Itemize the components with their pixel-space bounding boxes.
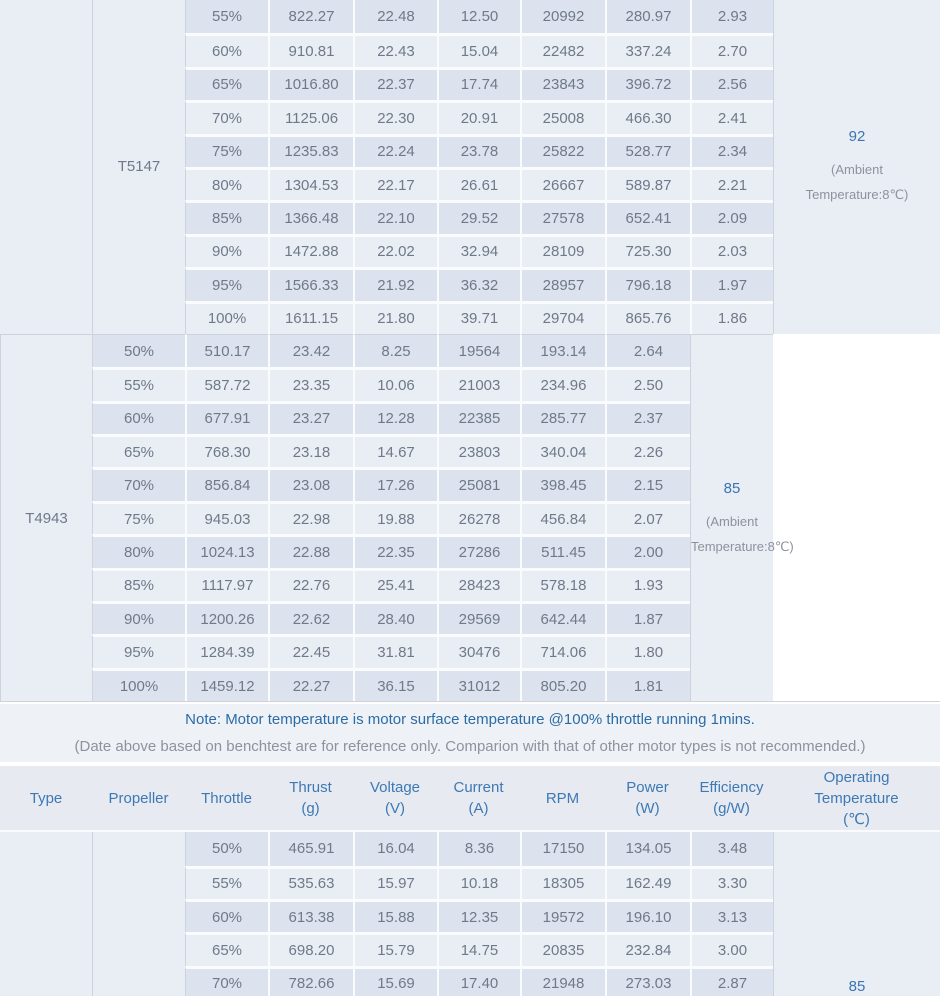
operating-temperature-cell	[773, 0, 940, 334]
value-cell: 20.91	[437, 100, 520, 133]
throttle-cell: 65%	[185, 67, 268, 100]
value-cell: 23.35	[268, 367, 353, 400]
value-cell: 589.87	[605, 167, 690, 200]
column-header-power	[605, 766, 690, 832]
value-cell: 796.18	[605, 267, 690, 300]
value-cell: 22.17	[353, 167, 437, 200]
value-cell: 20835	[520, 932, 605, 965]
note-block	[0, 704, 940, 762]
column-header-operating-temperature	[773, 766, 940, 832]
value-cell: 2.50	[605, 367, 690, 400]
value-cell: 28109	[520, 234, 605, 267]
value-cell: 12.28	[353, 401, 437, 434]
value-cell: 280.97	[605, 0, 690, 33]
value-cell: 22.27	[268, 668, 353, 701]
value-cell: 677.91	[185, 401, 268, 434]
value-cell: 398.45	[520, 467, 605, 500]
value-cell: 27286	[437, 534, 520, 567]
value-cell: 25008	[520, 100, 605, 133]
value-cell: 1.87	[605, 601, 690, 634]
value-cell: 3.13	[690, 899, 773, 932]
table-row	[0, 501, 940, 534]
value-cell: 19572	[520, 899, 605, 932]
column-header-unit: (W)	[635, 800, 660, 818]
value-cell: 31012	[437, 668, 520, 701]
throttle-cell: 75%	[185, 134, 268, 167]
table-row	[0, 568, 940, 601]
value-cell: 1125.06	[268, 100, 353, 133]
table-row	[0, 334, 940, 367]
value-cell: 1024.13	[185, 534, 268, 567]
value-cell: 465.91	[268, 832, 353, 865]
column-header-thrust	[268, 766, 353, 832]
value-cell: 29.52	[437, 200, 520, 233]
value-cell: 25.41	[353, 568, 437, 601]
table-row	[0, 668, 940, 701]
throttle-cell: 50%	[185, 832, 268, 865]
column-header-label: Efficiency	[699, 779, 764, 797]
value-cell: 23.27	[268, 401, 353, 434]
value-cell: 22.88	[268, 534, 353, 567]
value-cell: 39.71	[437, 301, 520, 334]
value-cell: 714.06	[520, 634, 605, 667]
column-header-current	[437, 766, 520, 832]
value-cell: 337.24	[605, 33, 690, 66]
throttle-cell: 60%	[185, 33, 268, 66]
value-cell: 725.30	[605, 234, 690, 267]
value-cell: 587.72	[185, 367, 268, 400]
temperature-block	[774, 126, 940, 207]
value-cell: 23843	[520, 67, 605, 100]
column-header-label: Voltage	[369, 779, 421, 797]
value-cell: 193.14	[520, 334, 605, 367]
note-line-1: Note: Motor temperature is motor surface temperature @100% throttle running 1mins.	[185, 711, 755, 729]
column-header-voltage	[353, 766, 437, 832]
throttle-cell: 100%	[92, 668, 185, 701]
value-cell: 1.97	[690, 267, 773, 300]
column-header-label: Operating Temperature	[814, 768, 899, 807]
value-cell: 22.35	[353, 534, 437, 567]
value-cell: 1472.88	[268, 234, 353, 267]
value-cell: 1.93	[605, 568, 690, 601]
temperature-block	[774, 976, 940, 996]
value-cell: 22.30	[353, 100, 437, 133]
value-cell: 196.10	[605, 899, 690, 932]
column-header-unit: (A)	[468, 800, 489, 818]
value-cell: 2.34	[690, 134, 773, 167]
value-cell: 2.15	[605, 467, 690, 500]
value-cell: 856.84	[185, 467, 268, 500]
value-cell: 578.18	[520, 568, 605, 601]
value-cell: 466.30	[605, 100, 690, 133]
column-header-unit: (g)	[301, 800, 320, 818]
value-cell: 23.42	[268, 334, 353, 367]
value-cell: 2.26	[605, 434, 690, 467]
value-cell: 22.37	[353, 67, 437, 100]
value-cell: 23.18	[268, 434, 353, 467]
value-cell: 36.15	[353, 668, 437, 701]
type-cell	[0, 0, 92, 334]
column-header-throttle	[185, 766, 268, 832]
table-row	[0, 601, 940, 634]
value-cell: 23.78	[437, 134, 520, 167]
value-cell: 340.04	[520, 434, 605, 467]
value-cell: 15.88	[353, 899, 437, 932]
throttle-cell: 55%	[92, 367, 185, 400]
type-cell	[0, 832, 92, 996]
operating-temperature-cell	[773, 832, 940, 996]
throttle-cell: 70%	[185, 100, 268, 133]
section-t5147	[0, 0, 940, 334]
value-cell: 22385	[437, 401, 520, 434]
throttle-cell: 50%	[92, 334, 185, 367]
propeller-cell: T4943	[0, 334, 92, 701]
value-cell: 31.81	[353, 634, 437, 667]
value-cell: 3.48	[690, 832, 773, 865]
value-cell: 22.98	[268, 501, 353, 534]
value-cell: 642.44	[520, 601, 605, 634]
value-cell: 17150	[520, 832, 605, 865]
value-cell: 15.79	[353, 932, 437, 965]
value-cell: 20992	[520, 0, 605, 33]
value-cell: 22.62	[268, 601, 353, 634]
column-header-label: Throttle	[201, 789, 252, 807]
throttle-cell: 85%	[185, 200, 268, 233]
value-cell: 1459.12	[185, 668, 268, 701]
throttle-cell: 75%	[92, 501, 185, 534]
value-cell: 1366.48	[268, 200, 353, 233]
temperature-block	[691, 478, 794, 559]
value-cell: 3.30	[690, 866, 773, 899]
value-cell: 17.26	[353, 467, 437, 500]
throttle-cell: 70%	[185, 966, 268, 996]
throttle-cell: 65%	[185, 932, 268, 965]
throttle-cell: 80%	[185, 167, 268, 200]
value-cell: 36.32	[437, 267, 520, 300]
throttle-cell: 95%	[92, 634, 185, 667]
value-cell: 19.88	[353, 501, 437, 534]
value-cell: 232.84	[605, 932, 690, 965]
value-cell: 21.92	[353, 267, 437, 300]
value-cell: 17.74	[437, 67, 520, 100]
value-cell: 29569	[437, 601, 520, 634]
value-cell: 12.50	[437, 0, 520, 33]
value-cell: 2.07	[605, 501, 690, 534]
motor-data-table-lower	[0, 766, 940, 996]
column-header-type	[0, 766, 92, 832]
throttle-cell: 55%	[185, 866, 268, 899]
column-header-label: Thrust	[289, 779, 332, 797]
value-cell: 1200.26	[185, 601, 268, 634]
value-cell: 30476	[437, 634, 520, 667]
value-cell: 2.37	[605, 401, 690, 434]
value-cell: 865.76	[605, 301, 690, 334]
value-cell: 23803	[437, 434, 520, 467]
column-header-label: Propeller	[108, 789, 169, 807]
table-row	[0, 367, 940, 400]
throttle-cell: 90%	[185, 234, 268, 267]
value-cell: 22.10	[353, 200, 437, 233]
value-cell: 26667	[520, 167, 605, 200]
value-cell: 396.72	[605, 67, 690, 100]
value-cell: 22.02	[353, 234, 437, 267]
value-cell: 22.48	[353, 0, 437, 33]
throttle-cell: 95%	[185, 267, 268, 300]
column-header-unit: (V)	[385, 800, 405, 818]
value-cell: 21948	[520, 966, 605, 996]
value-cell: 21003	[437, 367, 520, 400]
value-cell: 822.27	[268, 0, 353, 33]
value-cell: 23.08	[268, 467, 353, 500]
value-cell: 21.80	[353, 301, 437, 334]
value-cell: 535.63	[268, 866, 353, 899]
throttle-cell: 55%	[185, 0, 268, 33]
value-cell: 22.45	[268, 634, 353, 667]
value-cell: 1566.33	[268, 267, 353, 300]
value-cell: 28423	[437, 568, 520, 601]
value-cell: 285.77	[520, 401, 605, 434]
value-cell: 22482	[520, 33, 605, 66]
note-line-2: (Date above based on benchtest are for reference only. Comparion with that of other motor types is not recommended.)	[74, 738, 866, 756]
temperature-value: 92	[848, 128, 866, 146]
value-cell: 2.21	[690, 167, 773, 200]
value-cell: 2.93	[690, 0, 773, 33]
table-row	[0, 0, 940, 33]
value-cell: 32.94	[437, 234, 520, 267]
value-cell: 25822	[520, 134, 605, 167]
throttle-cell: 85%	[92, 568, 185, 601]
table-row	[0, 832, 940, 865]
value-cell: 768.30	[185, 434, 268, 467]
propeller-cell	[92, 832, 185, 996]
column-header-rpm	[520, 766, 605, 832]
value-cell: 2.56	[690, 67, 773, 100]
ambient-temperature-label: (Ambient Temperature:8℃)	[805, 162, 909, 203]
table-row	[0, 401, 940, 434]
value-cell: 18305	[520, 866, 605, 899]
value-cell: 2.64	[605, 334, 690, 367]
section-t4943	[0, 334, 940, 701]
value-cell: 162.49	[605, 866, 690, 899]
value-cell: 2.41	[690, 100, 773, 133]
temperature-value: 85	[723, 479, 741, 497]
value-cell: 22.24	[353, 134, 437, 167]
throttle-cell: 60%	[92, 401, 185, 434]
value-cell: 28957	[520, 267, 605, 300]
value-cell: 14.75	[437, 932, 520, 965]
value-cell: 29704	[520, 301, 605, 334]
value-cell: 1235.83	[268, 134, 353, 167]
value-cell: 1284.39	[185, 634, 268, 667]
value-cell: 26278	[437, 501, 520, 534]
column-header-efficiency	[690, 766, 773, 832]
value-cell: 945.03	[185, 501, 268, 534]
value-cell: 805.20	[520, 668, 605, 701]
value-cell: 8.25	[353, 334, 437, 367]
operating-temperature-cell	[690, 334, 794, 701]
value-cell: 27578	[520, 200, 605, 233]
value-cell: 782.66	[268, 966, 353, 996]
value-cell: 28.40	[353, 601, 437, 634]
value-cell: 2.00	[605, 534, 690, 567]
value-cell: 1.80	[605, 634, 690, 667]
value-cell: 1117.97	[185, 568, 268, 601]
value-cell: 2.87	[690, 966, 773, 996]
value-cell: 510.17	[185, 334, 268, 367]
value-cell: 456.84	[520, 501, 605, 534]
throttle-cell: 90%	[92, 601, 185, 634]
column-header-label: Current	[453, 779, 504, 797]
value-cell: 15.97	[353, 866, 437, 899]
value-cell: 1304.53	[268, 167, 353, 200]
value-cell: 652.41	[605, 200, 690, 233]
value-cell: 528.77	[605, 134, 690, 167]
section-bottom	[0, 832, 940, 996]
propeller-cell: T5147	[92, 0, 185, 334]
value-cell: 15.69	[353, 966, 437, 996]
value-cell: 1611.15	[268, 301, 353, 334]
value-cell: 1016.80	[268, 67, 353, 100]
value-cell: 2.09	[690, 200, 773, 233]
throttle-cell: 60%	[185, 899, 268, 932]
header-row	[0, 766, 940, 832]
throttle-cell: 70%	[92, 467, 185, 500]
value-cell: 22.43	[353, 33, 437, 66]
table-row	[0, 534, 940, 567]
value-cell: 8.36	[437, 832, 520, 865]
column-header-unit: (g/W)	[713, 800, 750, 818]
value-cell: 234.96	[520, 367, 605, 400]
column-header-label: RPM	[545, 789, 580, 807]
throttle-cell: 65%	[92, 434, 185, 467]
value-cell: 1.81	[605, 668, 690, 701]
value-cell: 613.38	[268, 899, 353, 932]
value-cell: 3.00	[690, 932, 773, 965]
value-cell: 15.04	[437, 33, 520, 66]
column-header-propeller	[92, 766, 185, 832]
value-cell: 698.20	[268, 932, 353, 965]
throttle-cell: 100%	[185, 301, 268, 334]
temperature-value: 85	[848, 978, 866, 996]
value-cell: 19564	[437, 334, 520, 367]
value-cell: 2.03	[690, 234, 773, 267]
value-cell: 910.81	[268, 33, 353, 66]
value-cell: 22.76	[268, 568, 353, 601]
value-cell: 17.40	[437, 966, 520, 996]
value-cell: 10.18	[437, 866, 520, 899]
value-cell: 10.06	[353, 367, 437, 400]
throttle-cell: 80%	[92, 534, 185, 567]
column-header-label: Type	[29, 789, 63, 807]
column-header-label: Power	[626, 779, 669, 797]
value-cell: 134.05	[605, 832, 690, 865]
table-header-row	[0, 766, 940, 832]
value-cell: 511.45	[520, 534, 605, 567]
value-cell: 26.61	[437, 167, 520, 200]
value-cell: 25081	[437, 467, 520, 500]
column-header-unit: (℃)	[843, 810, 870, 828]
value-cell: 16.04	[353, 832, 437, 865]
value-cell: 2.70	[690, 33, 773, 66]
table-row	[0, 434, 940, 467]
table-row	[0, 634, 940, 667]
ambient-temperature-label: (Ambient Temperature:8℃)	[691, 513, 794, 554]
table-row	[0, 467, 940, 500]
value-cell: 14.67	[353, 434, 437, 467]
value-cell: 1.86	[690, 301, 773, 334]
value-cell: 12.35	[437, 899, 520, 932]
value-cell: 273.03	[605, 966, 690, 996]
